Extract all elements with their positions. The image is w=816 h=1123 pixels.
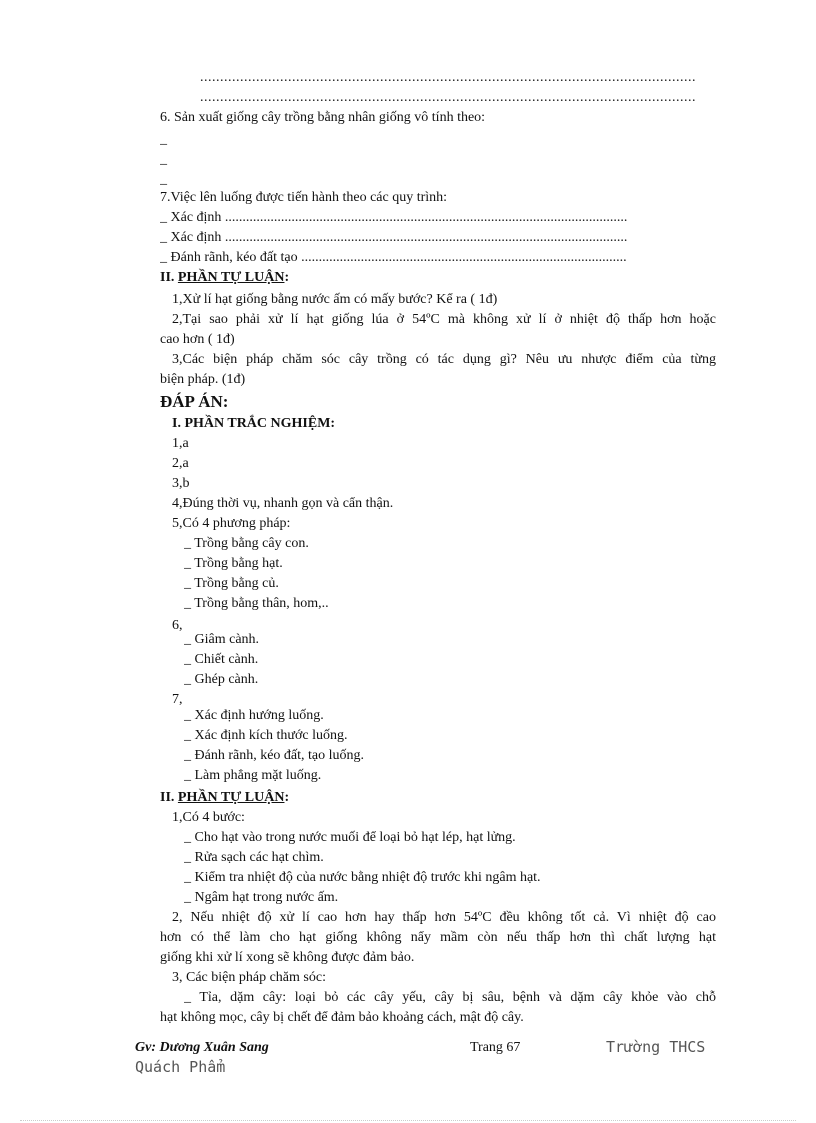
text-line: _ Kiểm tra nhiệt độ của nước bằng nhiệt độ trước khi ngâm hạt. xyxy=(184,870,541,885)
page-bottom-border xyxy=(20,1120,796,1121)
text-line: hơn có thể làm cho hạt giống không nẩy mầm còn nếu thấp hơn thì chất lượng hạt xyxy=(160,930,716,945)
text-line: _ Xác định hướng luống. xyxy=(184,708,324,723)
text-line: _ Trồng bằng cây con. xyxy=(184,536,309,551)
text-line: 3,Các biện pháp chăm sóc cây trồng có tác dụng gì? Nêu ưu nhược điểm của từng xyxy=(172,352,716,367)
text-line: 7.Việc lên luống được tiến hành theo các quy trình: xyxy=(160,190,448,205)
text-line: 2,a xyxy=(172,456,189,471)
text-line: 6, xyxy=(172,618,183,633)
text-line: _ Tỉa, dặm cây: loại bỏ các cây yếu, cây bị sâu, bệnh và dặm cây khỏe vào chỗ xyxy=(184,990,716,1005)
text-line: 4,Đúng thời vụ, nhanh gọn và cẩn thận. xyxy=(172,496,394,511)
text-line: I. PHẦN TRẮC NGHIỆM: xyxy=(172,416,336,431)
footer-school-name: Quách Phẩm xyxy=(135,1058,226,1076)
text-line: _ Xác định ................................................................................................................... xyxy=(160,230,628,245)
text-line: _ Giâm cành. xyxy=(184,632,260,647)
text-line: _ Chiết cành. xyxy=(184,652,259,667)
text-line: _ Xác định ................................................................................................................... xyxy=(160,210,628,225)
text-line: _ Xác định kích thước luống. xyxy=(184,728,348,743)
text-line: 2, Nếu nhiệt độ xử lí cao hơn hay thấp hơn 54ºC đều không tốt cả. Vì nhiệt độ cao xyxy=(172,910,716,925)
text-line: 1,Có 4 bước: xyxy=(172,810,245,825)
text-line: _ xyxy=(160,172,167,187)
text-line: cao hơn ( 1đ) xyxy=(160,332,235,347)
text-line: _ Ngâm hạt trong nước ấm. xyxy=(184,890,339,905)
text-line: 1,Xử lí hạt giống bằng nước ấm có mấy bước? Kể ra ( 1đ) xyxy=(172,292,498,307)
text-line: _ Trồng bằng thân, hom,.. xyxy=(184,596,329,611)
text-line: II. PHẦN TỰ LUẬN: xyxy=(160,790,290,805)
text-line: biện pháp. (1đ) xyxy=(160,372,246,387)
text-line: _ Ghép cành. xyxy=(184,672,259,687)
footer-author: Gv: Dương Xuân Sang xyxy=(135,1040,269,1055)
text-line: giống khi xử lí xong sẽ không được đảm bảo. xyxy=(160,950,415,965)
text-line: 3, Các biện pháp chăm sóc: xyxy=(172,970,326,985)
text-line: _ Đánh rãnh, kéo đất tạo ............................................................................................. xyxy=(160,250,627,265)
text-line: 7, xyxy=(172,692,183,707)
text-line: 3,b xyxy=(172,476,190,491)
text-line: _ Trồng bằng hạt. xyxy=(184,556,283,571)
text-line: _ Cho hạt vào trong nước muối để loại bỏ hạt lép, hạt lửng. xyxy=(184,830,516,845)
text-line: _ Trồng bằng củ. xyxy=(184,576,279,591)
text-line: ĐÁP ÁN: xyxy=(160,392,229,411)
footer-page-number: Trang 67 xyxy=(470,1040,521,1055)
text-line: 1,a xyxy=(172,436,189,451)
text-line: ............................................................................................................................ xyxy=(200,90,696,105)
text-line: 2,Tại sao phải xử lí hạt giống lúa ở 54ºC mà không xử lí ở nhiệt độ thấp hơn hoặc xyxy=(172,312,716,327)
text-line: _ xyxy=(160,132,167,147)
text-line: _ Đánh rãnh, kéo đất, tạo luống. xyxy=(184,748,365,763)
text-line: hạt không mọc, cây bị chết để đảm bảo khoảng cách, mật độ cây. xyxy=(160,1010,524,1025)
text-line: II. PHẦN TỰ LUẬN: xyxy=(160,270,290,285)
text-line: _ Rửa sạch các hạt chìm. xyxy=(184,850,324,865)
text-line: 6. Sản xuất giống cây trồng bằng nhân giống vô tính theo: xyxy=(160,110,486,125)
text-line: ............................................................................................................................ xyxy=(200,70,696,85)
footer-school: Trường THCS xyxy=(606,1038,706,1056)
text-line: _ Làm phẳng mặt luống. xyxy=(184,768,322,783)
text-line: 5,Có 4 phương pháp: xyxy=(172,516,291,531)
text-line: _ xyxy=(160,152,167,167)
